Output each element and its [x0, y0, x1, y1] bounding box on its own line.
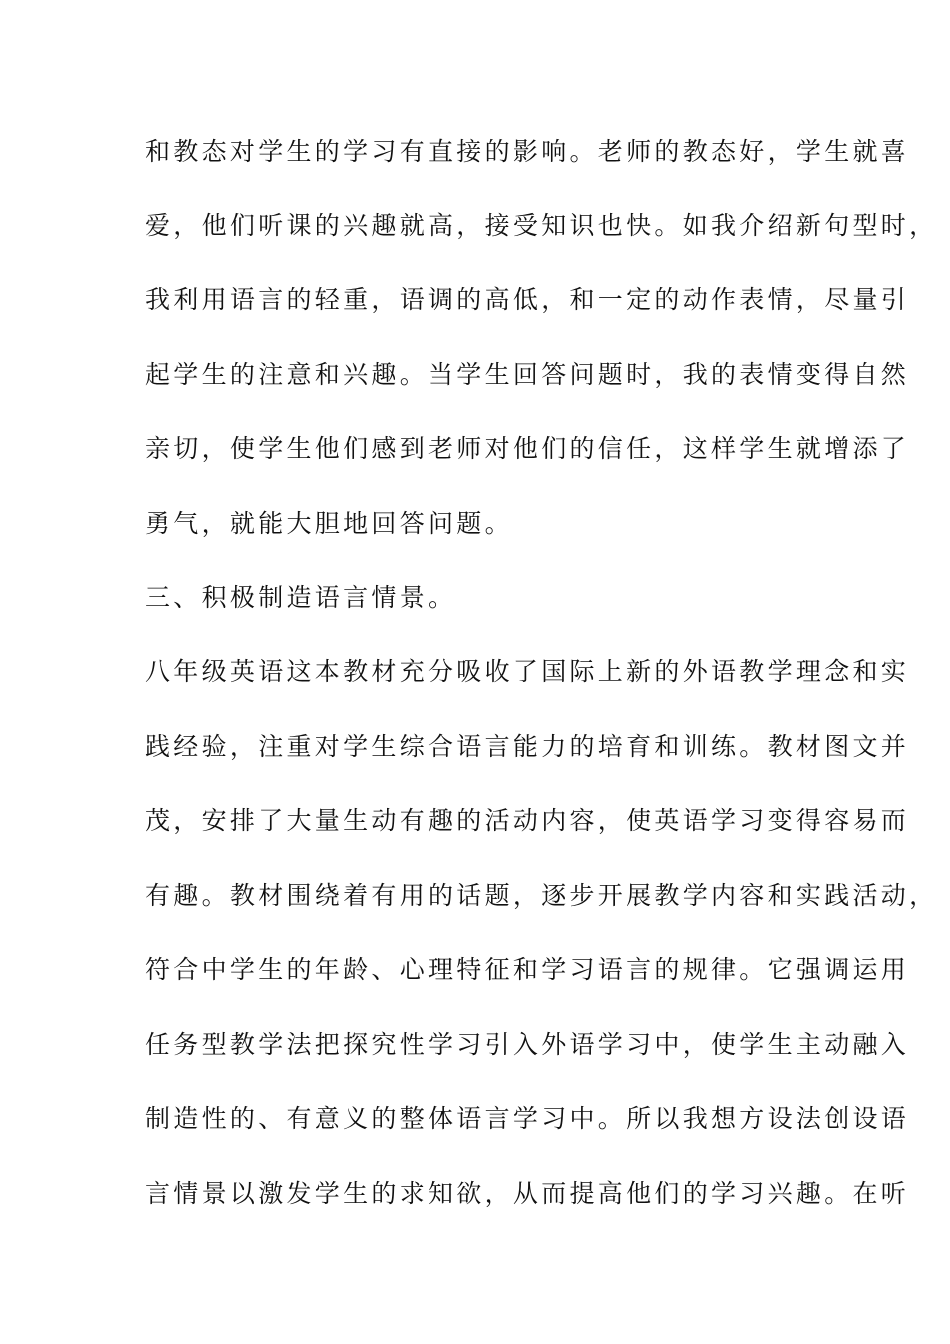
section-heading: 三、积极制造语言情景。: [145, 583, 457, 612]
text-line-13: 任务型教学法把探究性学习引入外语学习中，使学生主动融入: [145, 1030, 910, 1059]
text-line-4: 起学生的注意和兴趣。当学生回答问题时，我的表情变得自然: [145, 360, 910, 389]
text-line-3: 我利用语言的轻重，语调的高低，和一定的动作表情，尽量引: [145, 285, 910, 314]
text-line-5: 亲切，使学生他们感到老师对他们的信任，这样学生就增添了: [145, 434, 910, 463]
text-line-14: 制造性的、有意义的整体语言学习中。所以我想方设法创设语: [145, 1104, 910, 1133]
text-line-11: 有趣。教材围绕着有用的话题，逐步开展教学内容和实践活动，: [145, 881, 938, 910]
text-line-9: 践经验，注重对学生综合语言能力的培育和训练。教材图文并: [145, 732, 910, 761]
text-line-1: 和教态对学生的学习有直接的影响。老师的教态好，学生就喜: [145, 137, 910, 166]
text-line-15: 言情景以激发学生的求知欲，从而提高他们的学习兴趣。在听: [145, 1179, 910, 1208]
text-line-8: 八年级英语这本教材充分吸收了国际上新的外语教学理念和实: [145, 657, 910, 686]
text-line-2: 爱，他们听课的兴趣就高，接受知识也快。如我介绍新句型时，: [145, 211, 938, 240]
text-line-6: 勇气，就能大胆地回答问题。: [145, 509, 513, 538]
text-line-10: 茂，安排了大量生动有趣的活动内容，使英语学习变得容易而: [145, 806, 910, 835]
text-line-12: 符合中学生的年龄、心理特征和学习语言的规律。它强调运用: [145, 955, 910, 984]
